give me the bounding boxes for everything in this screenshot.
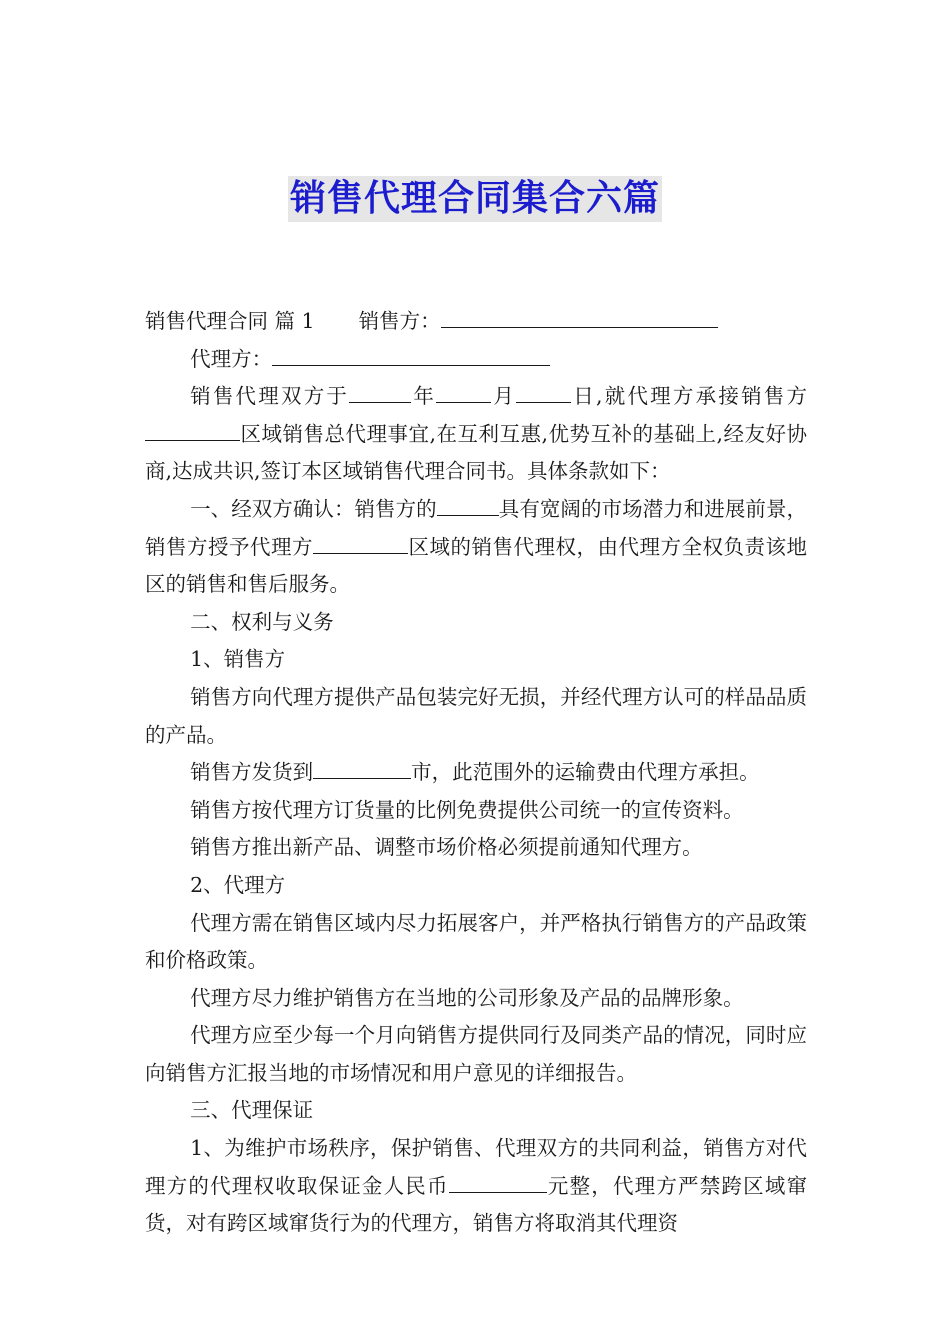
document-body [145,303,807,1243]
city-blank [313,757,411,780]
area-blank [313,531,408,554]
section-3-title: 三、代理保证 [190,1098,314,1123]
seller-item-3: 销售方按代理方订货量的比例免费提供公司统一的宣传资料。 [190,797,744,822]
agent-label: 代理方： [190,346,273,371]
clause1-text-3: 区域的销售代理权，由代理方全权负责该地区的销售和售后服务。 [145,534,807,597]
clause3-text-1: 1、为维护市场秩序，保护销售、代理双方的共同利益，销售方对代理方的代理权收取保证金人民币 [145,1136,807,1198]
day-blank [516,381,571,404]
product-blank [437,493,499,516]
agent-item-2: 代理方尽力维护销售方在当地的公司形象及产品的品牌形象。 [190,985,744,1010]
clause-3-1 [145,1130,807,1243]
intro-text-1: 销售代理双方于 [190,384,350,409]
intro-text-3: 区域销售总代理事宜,在互利互惠,优势互补的基础上,经友好协商,达成共识,签订本区域销售代理合同书。具体条款如下： [145,421,807,484]
heading-line [145,303,807,341]
seller-blank [441,305,718,328]
deposit-blank [449,1170,547,1193]
section-2-title: 二、权利与义务 [190,609,334,634]
seller-item2-text-1: 销售方发货到 [190,760,314,785]
clause3-text-2: 元整，代理方严禁跨区域窜货，对有跨区域窜货行为的代理方，销售方将取消其代理资 [145,1173,808,1236]
clause1-text-1: 一、经双方确认：销售方的 [190,496,437,521]
seller-item2-text-2: 市，此范围外的运输费由代理方承担。 [411,760,760,785]
intro-text-2: 日,就代理方承接销售方 [571,384,808,409]
agent-item-1: 代理方需在销售区域内尽力拓展客户，并严格执行销售方的产品政策和价格政策。 [145,910,807,973]
document-title: 销售代理合同集合六篇 [288,176,662,222]
clause1-text-2: 具有宽阔的市场潜力和进展前景，销售方授予代理方 [145,496,807,559]
subsection-seller-title: 1、销售方 [190,647,286,672]
month-blank [436,381,491,404]
year-label: 年 [411,384,437,409]
section-label: 销售代理合同 篇 1 [145,309,315,333]
agent-item-3: 代理方应至少每一个月向销售方提供同行及同类产品的情况，同时应向销售方汇报当地的市场情况和用户意见的详细报告。 [145,1023,807,1085]
agent-line [145,341,807,379]
month-label: 月 [491,384,517,409]
seller-item-1: 销售方向代理方提供产品包装完好无损，并经代理方认可的样品品质的产品。 [145,684,807,747]
agent-blank [272,343,550,366]
seller-item-2 [145,754,807,792]
clause-1 [145,491,807,604]
seller-item-4: 销售方推出新产品、调整市场价格必须提前通知代理方。 [190,835,703,860]
title-container [0,176,950,222]
seller-label: 销售方： [358,309,441,333]
region-blank [145,418,240,441]
subsection-agent-title: 2、代理方 [190,872,286,897]
intro-paragraph [145,378,807,491]
year-blank [349,381,411,404]
